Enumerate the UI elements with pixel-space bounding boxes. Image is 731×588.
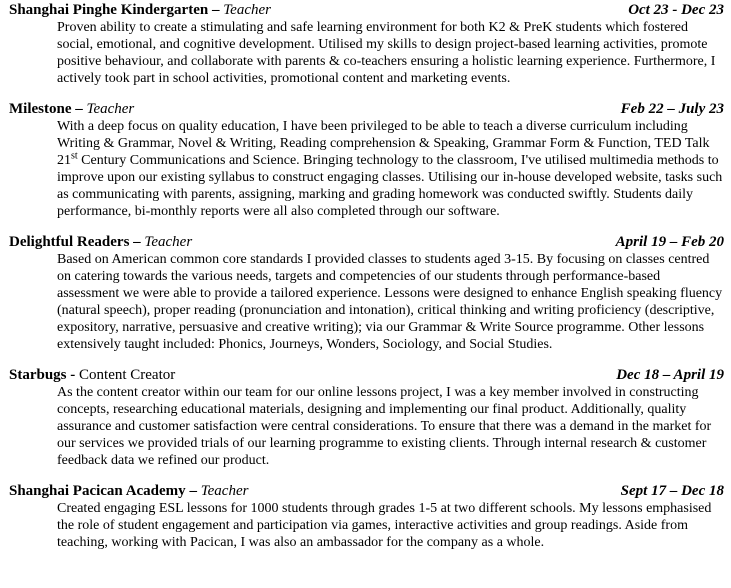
entry-header: [9, 234, 724, 251]
experience-entry: [9, 101, 724, 220]
entry-title: [9, 2, 271, 19]
description-text: Century Communications and Science. Bringing technology to the classroom, I've utilised multimedia methods to improve upon our existing syllabus to construct engaging classes. Utilising our in-house developed website, tasks such as communicating with parents, assigning, marking and grading homework was conducted swiftly. Students daily performance, bi-monthly reports were all also completed through our software.: [57, 153, 723, 219]
title-separator: –: [211, 2, 220, 18]
experience-entry: [9, 483, 724, 551]
title-separator: -: [70, 367, 76, 383]
title-separator: –: [133, 234, 141, 250]
entry-header: [9, 2, 724, 19]
experience-entry: [9, 367, 724, 469]
job-role: Teacher: [223, 2, 271, 18]
job-role: Teacher: [86, 101, 135, 117]
employer-name: Starbugs: [9, 367, 67, 383]
entry-description: Created engaging ESL lessons for 1000 students through grades 1-5 at two different schools. My lessons emphasised the role of student engagement and participation via games, interactive activities and group readings. Aside from teaching, working with Pacican, I was also an ambassador for the company as a whole.: [57, 501, 712, 550]
employment-dates: April 19 – Feb 20: [615, 234, 724, 250]
employment-dates: Sept 17 – Dec 18: [620, 483, 724, 499]
entry-header: [9, 367, 724, 384]
job-role: Teacher: [144, 234, 193, 250]
entry-description: Proven ability to create a stimulating and safe learning environment for both K2 & PreK students which fostered social, emotional, and cognitive development. Utilised my skills to design project-based learning activities, promote positive behaviour, and collaborate with parents & co-teachers ensuring a holistic learning experience. Furthermore, I actively took part in school activities, promotional content and marketing events.: [57, 20, 716, 86]
experience-entry: [9, 234, 724, 353]
entry-description: [9, 118, 724, 220]
entry-title: [9, 234, 192, 251]
experience-entry: [9, 2, 724, 87]
employer-name: Shanghai Pacican Academy: [9, 483, 186, 499]
employment-dates: Feb 22 – July 23: [620, 101, 724, 117]
employer-name: Milestone: [9, 101, 72, 117]
title-separator: –: [75, 101, 83, 117]
entry-description: Based on American common core standards I provided classes to students aged 3-15. By focusing on classes centred on catering towards the various needs, targets and competencies of our students through performance-based assessment we were able to provide a tailored experience. Lessons were designed to enhance English speaking fluency (natural speech), proper reading (pronunciation and intonation), critical thinking and writing proficiency (descriptive, expository, narrative, persuasive and creative writing); via our Grammar & Write Source programme. Other lessons extensively taught included: Phonics, Journeys, Wonders, Sociology, and Social Studies.: [57, 252, 723, 352]
employment-dates: Oct 23 - Dec 23: [628, 2, 724, 18]
ordinal-suffix: st: [71, 150, 78, 162]
entry-title: [9, 101, 134, 118]
entry-description: As the content creator within our team for our online lessons project, I was a key member involved in constructing concepts, researching educational materials, designing and implementing our final product. Additionally, quality assurance and customer satisfaction were central considerations. To ensure that there was a demand in the market for our services we provided trials of our learning programme to existing clients. Through internal research & customer feedback data we refined our product.: [57, 385, 712, 468]
entry-title: [9, 483, 248, 500]
description-text: With a deep focus on quality education, I have been privileged to be able to teach a diverse curriculum including Writing & Grammar, Novel & Writing, Reading comprehension & Speaking, Grammar Form & Function, TED Talk 21: [57, 119, 710, 168]
employment-dates: Dec 18 – April 19: [616, 367, 724, 383]
entry-header: [9, 101, 724, 118]
title-separator: –: [189, 483, 197, 499]
employer-name: Delightful Readers: [9, 234, 130, 250]
employer-name: Shanghai Pinghe Kindergarten: [9, 2, 209, 18]
job-role: Teacher: [200, 483, 249, 499]
entry-title: [9, 367, 175, 384]
job-role: Content Creator: [79, 367, 176, 383]
entry-header: [9, 483, 724, 500]
